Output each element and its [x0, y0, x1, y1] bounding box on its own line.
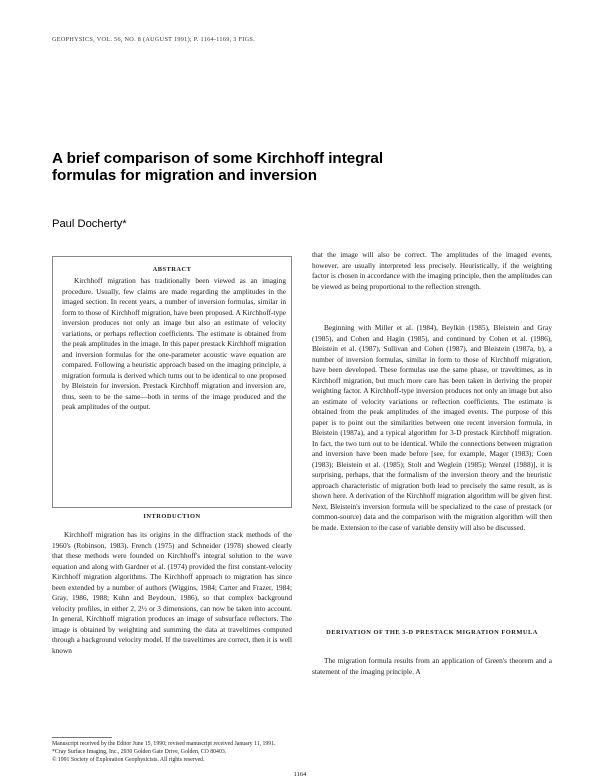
- abstract-heading: ABSTRACT: [152, 266, 192, 273]
- derivation-heading: DERIVATION OF THE 3-D PRESTACK MIGRATION FORMULA: [326, 629, 538, 636]
- footnote-copyright: © 1991 Society of Exploration Geophysicists. All rights reserved.: [52, 757, 205, 763]
- footnote-manuscript: Manuscript received by the Editor June 15, 1990; revised manuscript received January 11, 1991.: [52, 741, 276, 747]
- right-column-paragraph: Beginning with Miller et al. (1984), Beylkin (1985), Bleistein and Gray (1985), and Cohen and Hagin (1985), and continued by Cohen et al. (1986), Bleistein et al. (1987), Sullivan and Cohen (1987), and Bleistein (1987a, b), a number of inversion formulas, similar in form to those of Kirchhoff migration, have been developed. These formulas use the same phase, or traveltimes, as in Kirchhoff migration, but much more care has been taken in deriving the proper weighting factor. A Kirchhoff-type inversion produces not only an image but also an estimate of velocity variations or reflection coefficients. The estimate is obtained from the peak amplitudes of the imaged events. The purpose of this paper is to point out the similarities between one recent inversion formula, in Bleistein (1987a), and a typical algorithm for 3-D prestack Kirchhoff migration. In fact, the two turn out to be identical. While the connections between migration and inversion have been made before [see, for example, Mager (1983); Coen (1983); Bleistein et al. (1985); Stolt and Weglein (1985); Wenzel (1988)], it is surprising, perhaps, that the formalism of the inversion theory and the heuristic approach characteristic of migration both lead to precisely the same result, as is shown here. A derivation of the Kirchhoff migration algorithm will be given first. Next, Bleistein's inversion formula will be specialized to the case of prestack (or common-source) data and the comparison with the migration algorithm will then be made. Extension to the case of variable density will also be discussed.: [312, 323, 552, 532]
- right-column-continuation: that the image will also be correct. The amplitudes of the imaged events, however, are usually interpreted less precisely. Heuristically, if the weighting factor is chosen in accordance with the imaging principle, then the amplitudes can be viewed as being proportional to the reflection strength.: [312, 250, 552, 291]
- paper-title: A brief comparison of some Kirchhoff integral formulas for migration and inversion: [52, 150, 384, 184]
- derivation-text: The migration formula results from an application of Green's theorem and a statement of the imaging principle. A: [312, 656, 552, 676]
- introduction-text: Kirchhoff migration has its origins in the diffraction stack methods of the 1960's (Robinson, 1983). French (1975) and Schneider (1978) showed clearly that these methods were founded on Kirchhoff's integral solution to the wave equation and along with Gardner et al. (1974) provided the first constant-velocity Kirchhoff migration algorithms. The Kirchhoff approach to migration has since been extended by a number of authors (Wiggins, 1984; Carter and Frazer, 1984; Gray, 1986, 1988; Kuhn and Beydoun, 1986), so that complex background velocity profiles, in either 2, 2½ or 3 dimensions, can now be taken into account. In general, Kirchhoff migration produces an image of subsurface reflectors. The image is obtained by weighting and summing the data at traveltimes computed through a background velocity model. If the traveltimes are correct, then it is well known: [52, 530, 292, 655]
- introduction-heading: INTRODUCTION: [143, 513, 201, 520]
- footnote-affiliation: *Cray Surface Imaging, Inc., 2930 Golden Gate Drive, Golden, CO 80403.: [52, 749, 227, 755]
- author-name: Paul Docherty*: [52, 218, 127, 230]
- running-head: GEOPHYSICS, VOL. 56, NO. 8 (AUGUST 1991); P. 1164-1169, 3 FIGS.: [52, 36, 255, 43]
- abstract-text: Kirchhoff migration has traditionally been viewed as an imaging procedure. Usually, few claims are made regarding the amplitudes in the imaged section. In recent years, a number of inversion formulas, similar in form to those of Kirchhoff migration, have been proposed. A Kirchhoff-type inversion produces not only an image but also an estimate of velocity variations, or perhaps reflection coefficients. The estimate is obtained from the peak amplitudes in the image. In this paper prestack Kirchhoff migration and inversion formulas for the one-parameter acoustic wave equation are compared. Following a heuristic approach based on the imaging principle, a migration formula is derived which turns out to be identical to one proposed by Bleistein for inversion. Prestack Kirchhoff migration and inversion are, thus, seen to be the same—both in terms of the image produced and the peak amplitudes of the output.: [62, 276, 286, 411]
- footnote-rule: [52, 737, 112, 738]
- page-number: 1164: [293, 771, 307, 778]
- footnotes: [52, 740, 552, 764]
